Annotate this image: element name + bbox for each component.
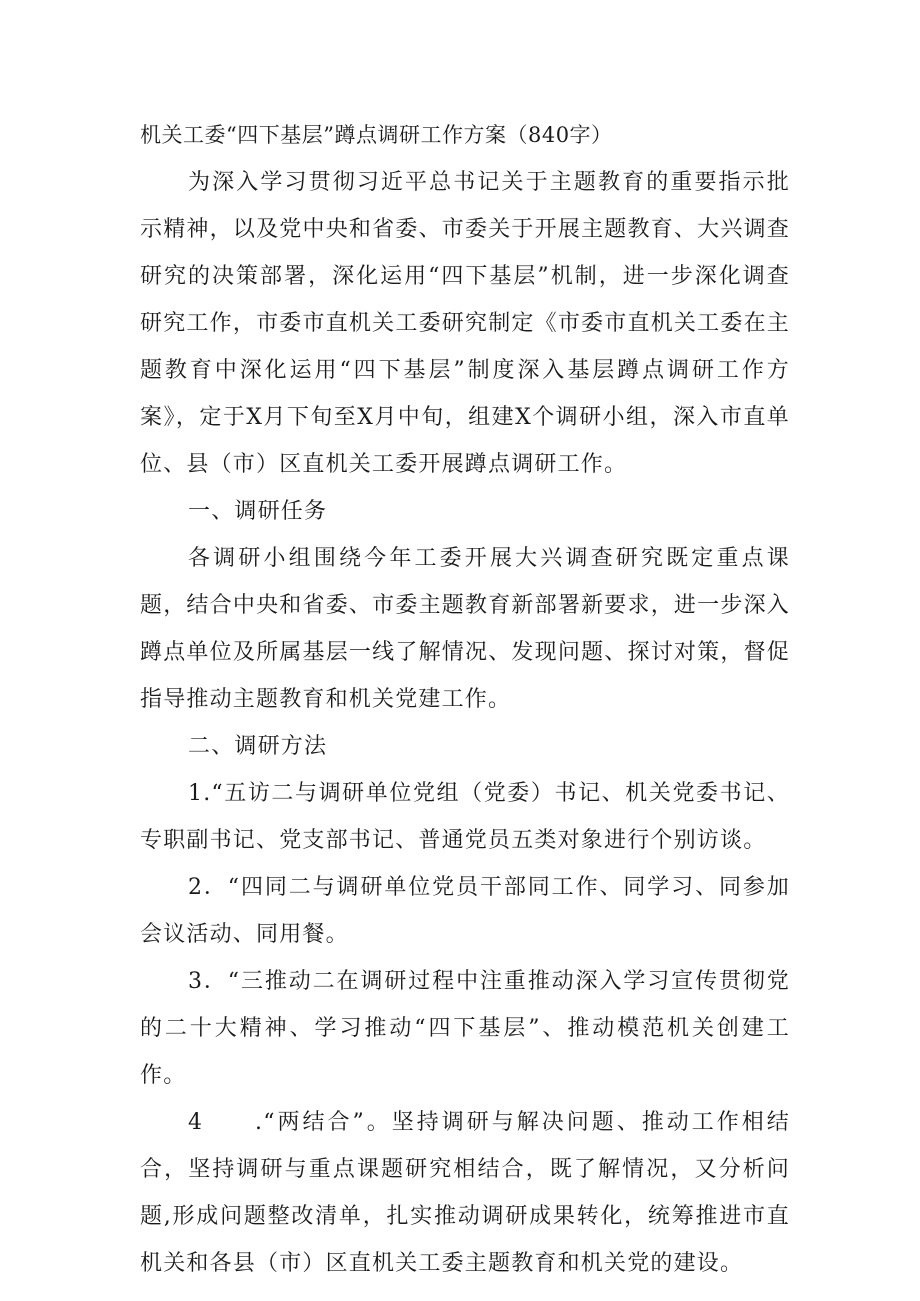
research-tasks-paragraph: 各调研小组围绕今年工委开展大兴调查研究既定重点课题，结合中央和省委、市委主题教育新部署新要求，进一步深入蹲点单位及所属基层一线了解情况、发现问题、探讨对策，督促指导推动主题教育和机关党建工作。 [140,546,790,712]
section-heading-research-methods: 二、调研方法 [188,734,328,759]
method-item-1: 1.“五访二与调研单位党组（党委）书记、机关党委书记、专职副书记、党支部书记、普通党员五类对象进行个别访谈。 [140,781,790,853]
document-body [140,112,790,1287]
section-heading-research-tasks: 一、调研任务 [188,499,328,524]
method-item-2: 2．“四同二与调研单位党员干部同工作、同学习、同参加会议活动、同用餐。 [140,875,790,947]
document-title: 机关工委“四下基层”蹲点调研工作方案（840字） [140,123,613,147]
method-item-3: 3．“三推动二在调研过程中注重推动深入学习宣传贯彻党的二十大精神、学习推动“四下基层”、推动模范机关创建工作。 [140,969,790,1088]
method-item-4: 4 .“两结合”。坚持调研与解决问题、推动工作相结合，坚持调研与重点课题研究相结合，既了解情况，又分析问题,形成问题整改清单，扎实推动调研成果转化，统筹推进市直机关和各县（市）区直机关工委主题教育和机关党的建设。 [140,1110,790,1276]
intro-paragraph: 为深入学习贯彻习近平总书记关于主题教育的重要指示批示精神，以及党中央和省委、市委关于开展主题教育、大兴调查研究的决策部署，深化运用“四下基层”机制，进一步深化调查研究工作，市委市直机关工委研究制定《市委市直机关工委在主题教育中深化运用“四下基层”制度深入基层蹲点调研工作方案》，定于X月下旬至X月中旬，组建X个调研小组，深入市直单位、县（市）区直机关工委开展蹲点调研工作。 [140,170,790,477]
